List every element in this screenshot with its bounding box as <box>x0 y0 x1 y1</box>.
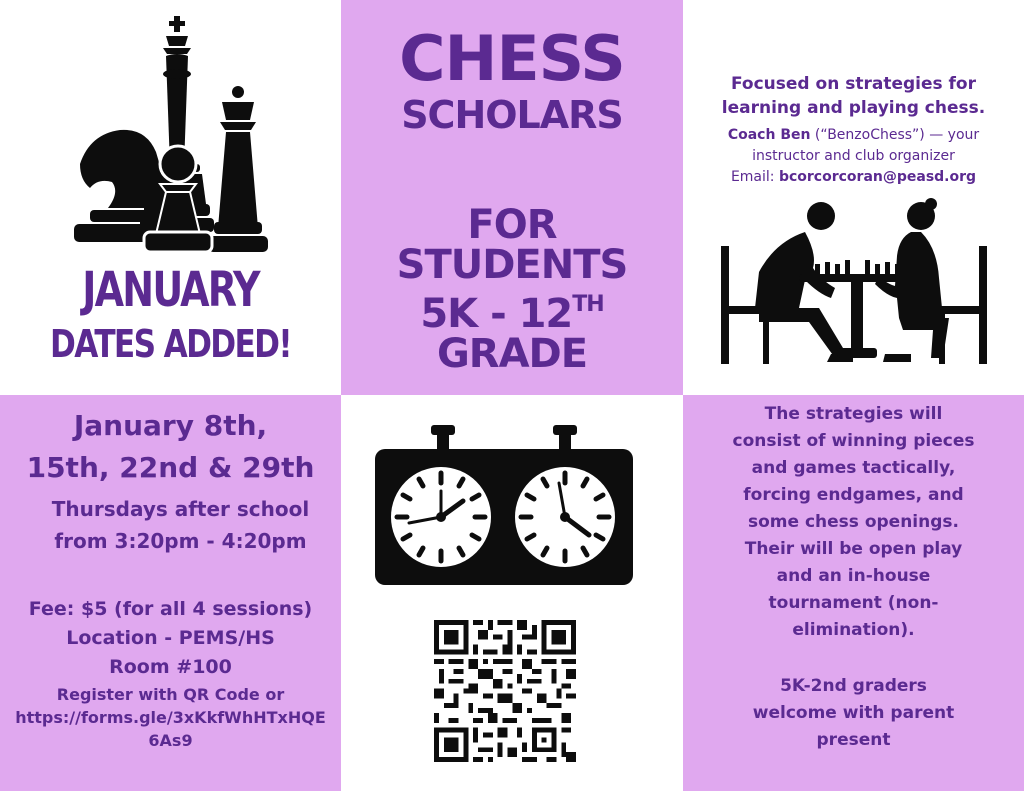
welcome-line: welcome with parent <box>752 703 955 723</box>
room-line: Room #100 <box>109 656 232 678</box>
coach-line <box>683 125 1024 146</box>
grade-suffix: TH <box>572 292 604 317</box>
dates-line: January 8th, <box>73 409 268 442</box>
for-students-block <box>341 202 683 377</box>
register-line: Register with QR Code or <box>56 685 285 704</box>
register-link-tail[interactable]: 6As9 <box>148 731 193 750</box>
cell-coach-info <box>683 0 1024 395</box>
strategy-line: and an in-house <box>776 566 931 586</box>
january-heading: JANUARY <box>82 262 259 318</box>
email-address[interactable]: bcorcorcoran@peasd.org <box>778 169 977 185</box>
students-line: STUDENTS <box>396 242 628 288</box>
welcome-line: present <box>816 730 891 750</box>
email-label: Email: <box>730 169 779 185</box>
focus-line: learning and playing chess. <box>721 98 986 118</box>
title-chess: CHESS <box>399 22 625 95</box>
strategy-line: some chess openings. <box>748 512 959 532</box>
coach-role: instructor and club organizer <box>752 148 955 164</box>
dates-line: 15th, 22nd & 29th <box>26 451 315 484</box>
coach-name: Coach Ben <box>727 127 811 143</box>
cell-january-dates <box>0 0 341 395</box>
when-line: Thursdays after school <box>51 497 310 521</box>
strategies-text <box>683 401 1024 644</box>
email-line <box>683 167 1024 188</box>
fee-location <box>0 595 341 682</box>
coach-nickname: (“BenzoChess”) — your <box>810 127 980 143</box>
focus-line: Focused on strategies for <box>731 74 976 94</box>
strategy-line: tournament (non- <box>768 593 939 613</box>
for-line: FOR <box>467 202 557 248</box>
strategy-line: The strategies will <box>764 404 943 424</box>
chess-pieces-icon <box>70 14 286 260</box>
strategy-line: consist of winning pieces <box>732 431 975 451</box>
strategy-line: elimination). <box>792 620 915 640</box>
register-link[interactable]: https://forms.gle/3xKkfWhHTxHQE <box>15 708 326 727</box>
strategy-line: forcing endgames, and <box>743 485 964 505</box>
grade-line: GRADE <box>436 331 588 377</box>
strategy-line: Their will be open play <box>744 539 963 559</box>
location-line: Location - PEMS/HS <box>66 627 275 649</box>
cell-schedule <box>0 395 341 791</box>
chess-clock-icon <box>375 425 635 587</box>
registration <box>0 683 341 752</box>
strategy-line: and games tactically, <box>751 458 956 478</box>
welcome-line: 5K-2nd graders <box>780 676 927 696</box>
cell-description <box>683 395 1024 791</box>
session-dates <box>0 405 341 489</box>
grade-range-line <box>341 285 683 337</box>
coach-text <box>683 125 1024 188</box>
focus-text <box>683 72 1024 120</box>
qr-code-icon[interactable] <box>434 620 576 762</box>
fee-line: Fee: $5 (for all 4 sessions) <box>28 598 313 620</box>
grade-range: 5K - 12 <box>420 291 573 337</box>
dates-added-heading: DATES ADDED! <box>50 322 291 366</box>
title-scholars: SCHOLARS <box>401 93 623 137</box>
when-line: from 3:20pm - 4:20pm <box>54 529 307 553</box>
session-time <box>10 493 341 557</box>
cell-title <box>341 0 683 395</box>
cell-clock-qr <box>341 395 683 791</box>
welcome-text <box>683 673 1024 754</box>
chess-players-icon <box>719 196 989 366</box>
